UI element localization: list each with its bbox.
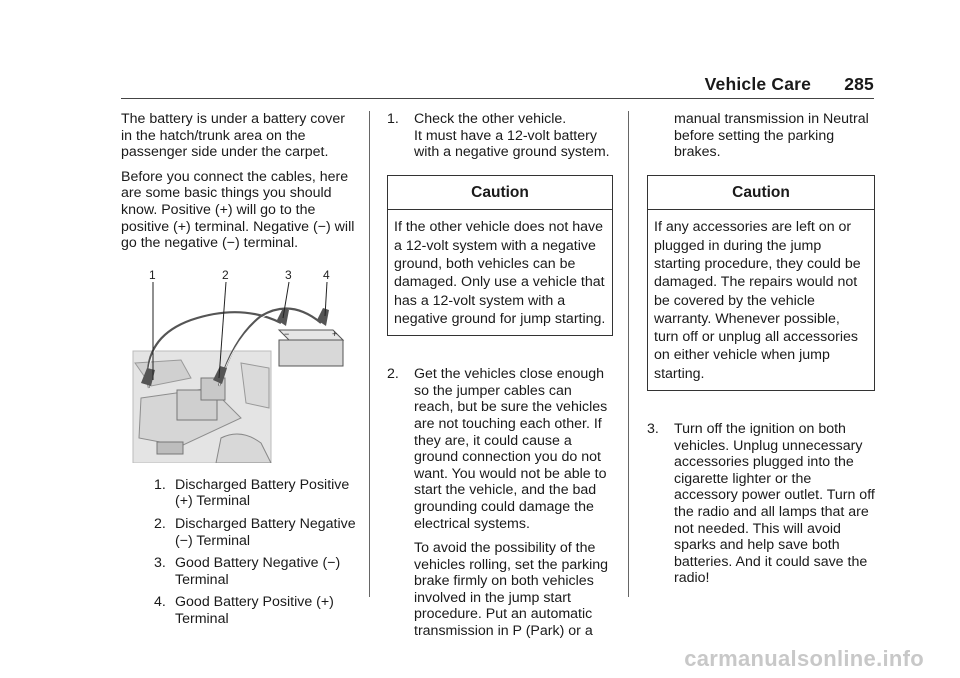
legend-item: 3. Good Battery Negative (−) Terminal [154, 555, 341, 588]
step-2-continued: manual transmission in Neutral before setting the parking brakes. [674, 111, 869, 161]
caution-box [387, 175, 613, 336]
caution-body: If any accessories are left on or plugged in during the jump starting procedure, they could be damaged. The repairs would not be covered by the vehicle warranty. Whenever possible, turn off or unplug all accessories on either vehicle when jump starting. [654, 219, 861, 382]
column-divider [369, 111, 370, 597]
column-3 [647, 111, 875, 595]
legend-item: 1. Discharged Battery Positive (+) Terminal [154, 476, 350, 510]
step-2: 2. Get the vehicles close enough so the jumper cables can reach, but be sure the vehicles are not touching each other. If they are, it could cause a ground connection you do not want. You would not be able to start the vehicle, and the bad grounding could damage the electrical systems. To avoid the possibility of the vehicles rolling, set the parking brake firmly on both vehicles involved in the jump start procedure. Put an automatic transmission in P (Park) or a [387, 366, 608, 640]
column-divider [628, 111, 629, 597]
paragraph-battery-location: The battery is under a battery cover in the hatch/trunk area on the passenger side under the carpet. [121, 111, 345, 161]
step-3: 3. Turn off the ignition on both vehicles. Unplug unnecessary accessories plugged into the cigarette lighter or the accessory power outlet. Turn off the radio and all lamps that are not needed. This will avoid sparks and help save both batteries. And it could save the radio! [647, 421, 875, 587]
battery-diagram-svg [121, 268, 357, 463]
legend-item: 4. Good Battery Positive (+) Terminal [154, 594, 334, 627]
watermark[interactable]: carmanualsonline.info [684, 646, 924, 671]
caution-box [647, 175, 875, 391]
jump-start-illustration [121, 268, 357, 463]
svg-text:−: − [284, 328, 290, 339]
caution-title: Caution [388, 176, 612, 211]
step-1: 1. Check the other vehicle. It must have a 12-volt battery with a negative ground system. [387, 111, 610, 161]
caution-body: If the other vehicle does not have a 12-volt system with a negative ground, both vehicles can be damaged. Only use a vehicle that has a 12-volt system with a negative ground for jump starting. [394, 219, 606, 327]
callout-2: 2 [222, 267, 229, 282]
callout-1: 1 [149, 267, 156, 282]
good-battery-shape [279, 340, 343, 366]
caution-title: Caution [648, 176, 874, 211]
column-2 [387, 111, 613, 656]
legend-item: 2. Discharged Battery Negative (−) Terminal [154, 515, 356, 549]
header-rule [121, 98, 874, 99]
column-1 [121, 111, 357, 634]
callout-4: 4 [323, 267, 330, 282]
svg-text:+: + [332, 328, 338, 339]
section-title: Vehicle Care [704, 74, 812, 94]
callout-3: 3 [285, 267, 292, 282]
figure-legend [154, 477, 357, 628]
page-number: 285 [844, 74, 874, 94]
page-header [705, 74, 874, 95]
paragraph-cable-basics: Before you connect the cables, here are some basic things you should know. Positive (+) will go to the positive (+) terminal. Negative (−) will go the negative (−) terminal. [121, 168, 355, 252]
